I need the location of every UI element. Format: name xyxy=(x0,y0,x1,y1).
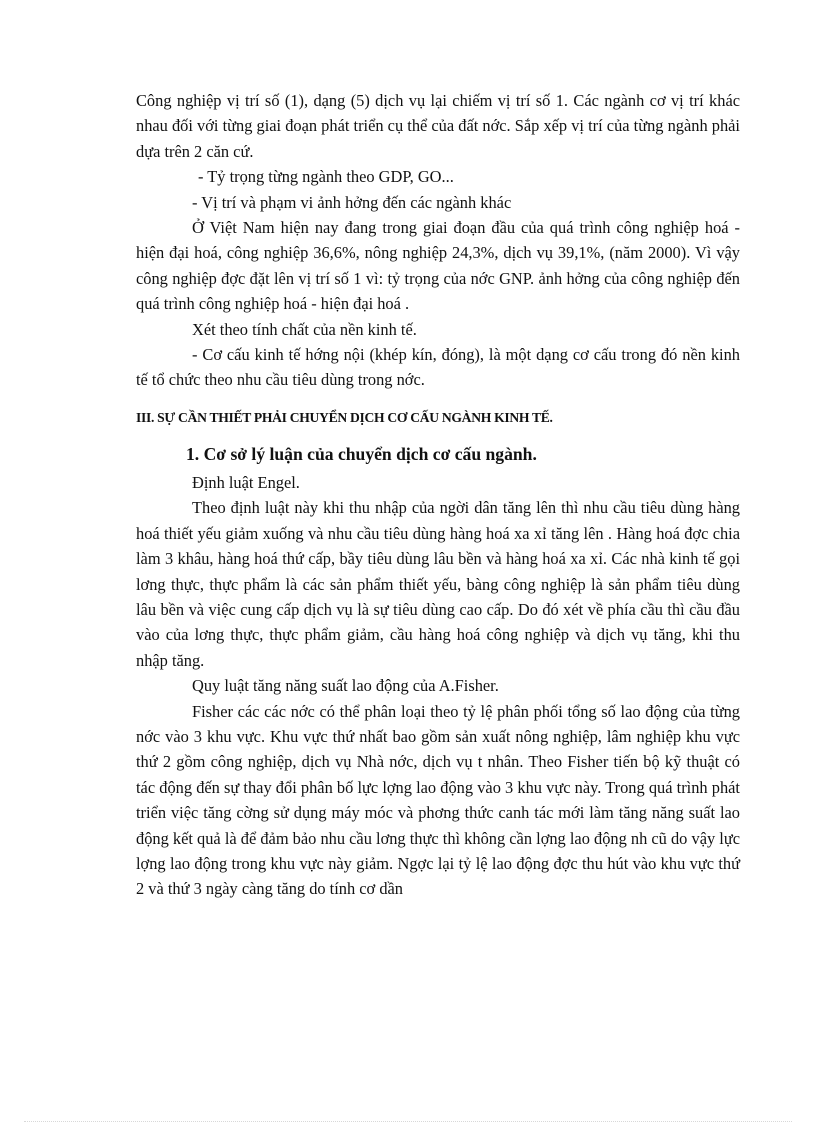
paragraph-fisher-body: Fisher các các nớc có thể phân loại theo tỷ lệ phân phối tổng số lao động của từng nớc vào 3 khu vực. Khu vực thứ nhất bao gồm sản xuất nông nghiệp, lâm nghiệp khu vực thứ 2 gồm công nghiệp, dịch vụ Nhà nớc, dịch vụ t nhân. Theo Fisher tiến bộ kỹ thuật có tác động đến sự thay đổi phân bố lực lợng lao động vào 3 khu vực này. Trong quá trình phát triển việc tăng cờng sử dụng máy móc và phơng thức canh tác mới làm tăng năng suất lao động kết quả là để đảm bảo nhu cầu lơng thực thì không cần lợng lao động nh cũ do vậy lực lợng lao động trong khu vực này giảm. Ngợc lại tỷ lệ lao động đợc thu hút vào khu vực thứ 2 và thứ 3 ngày càng tăng do tính cơ dần xyxy=(136,701,740,899)
paragraph-influence: - Vị trí và phạm vi ảnh hởng đến các ngành khác xyxy=(192,192,512,212)
paragraph-economy-nature: Xét theo tính chất của nền kinh tế. xyxy=(192,319,417,339)
paragraph-1: Công nghiệp vị trí số (1), dạng (5) dịch vụ lại chiếm vị trí số 1. Các ngành cơ vị trí khác nhau đối với từng giai đoạn phát triển cụ thể của đất nớc. Sắp xếp vị trí của từng ngành phải dựa trên 2 căn cứ. xyxy=(136,91,740,161)
paragraph-vietnam: Ở Việt Nam hiện nay đang trong giai đoạn đầu của quá trình công nghiệp hoá - hiện đại hoá, công nghiệp 36,6%, nông nghiệp 24,3%, dịch vụ 39,1%, (năm 2000). Vì vậy công nghiệp đợc đặt lên vị trí số 1 vì: tỷ trọng của nớc GNP. ảnh hởng của công nghiệp đến quá trình công nghiệp hoá - hiện đại hoá . xyxy=(136,218,740,314)
paragraph-engel-title: Định luật Engel. xyxy=(192,472,300,492)
subsection-heading: 1. Cơ sở lý luận của chuyển dịch cơ cấu ngành. xyxy=(186,443,537,464)
paragraph-gdp-share: - Tỷ trọng từng ngành theo GDP, GO... xyxy=(198,167,454,187)
document-page xyxy=(136,88,740,902)
paragraph-inward-structure: - Cơ cấu kinh tế hớng nội (khép kín, đóng), là một dạng cơ cấu trong đó nền kinh tế tổ chức theo nhu cầu tiêu dùng trong nớc. xyxy=(136,345,740,390)
paragraph-engel-body: Theo định luật này khi thu nhập của ngời dân tăng lên thì nhu cầu tiêu dùng hàng hoá thiết yếu giảm xuống và nhu cầu tiêu dùng hàng hoá xa xỉ tăng lên . Hàng hoá đợc chia làm 3 khâu, hàng hoá thứ cấp, bầy tiêu dùng lâu bền và hàng hoá xa xỉ. Các nhà kinh tế gọi lơng thực, thực phẩm là các sản phẩm thiết yếu, bàng công nghiệp là sản phẩm tiêu dùng lâu bền và việc cung cấp dịch vụ là sự tiêu dùng cao cấp. Do đó xét về phía cầu thì cầu đầu vào của lơng thực, thực phẩm giảm, cầu hàng hoá công nghiệp và dịch vụ tăng, khi thu nhập tăng. xyxy=(136,498,740,670)
page-bottom-divider xyxy=(24,1121,792,1122)
section-heading: III. SỰ CẦN THIẾT PHẢI CHUYỂN DỊCH CƠ CẤU NGÀNH KINH TẾ. xyxy=(136,409,553,425)
paragraph-fisher-title: Quy luật tăng năng suất lao động của A.Fisher. xyxy=(192,676,499,696)
